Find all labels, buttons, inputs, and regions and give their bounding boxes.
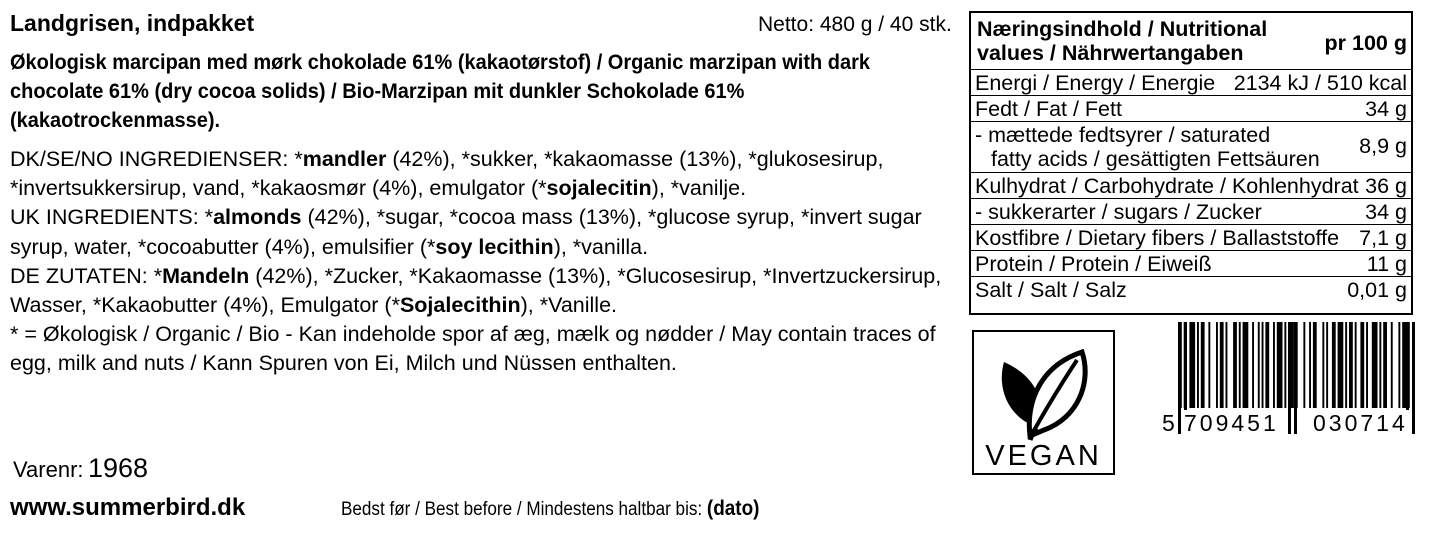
nutrition-header: Næringsindhold / Nutritional values / Nährwertangaben	[977, 17, 1268, 65]
nutrient-value: 36 g	[1365, 174, 1407, 198]
nutrition-row	[971, 276, 1411, 302]
barcode-bar	[1273, 322, 1275, 408]
nutrient-value: 34 g	[1365, 200, 1407, 224]
nutrient-value: 8,9 g	[1359, 134, 1407, 158]
nutrition-row	[971, 69, 1411, 95]
barcode-bar	[1313, 322, 1317, 408]
nutrition-row	[971, 121, 1411, 172]
barcode-bar	[1355, 322, 1357, 408]
product-description: Økologisk marcipan med mørk chokolade 61% (kakaotørstof) / Organic marzipan with dark chocolate 61% (dry cocoa solids) / Bio-Marzipan mit dunkler Schokolade 61% (kakaotrockenmasse).	[10, 50, 871, 132]
ingredients-text: DK/SE/NO INGREDIENSER: *	[10, 147, 303, 171]
barcode-bar	[1216, 322, 1218, 408]
barcode-bar	[1379, 322, 1381, 408]
ingredients-de	[10, 262, 965, 320]
nutrient-name: Kostfibre / Dietary fibers / Ballaststoffe	[975, 226, 1340, 250]
barcode-bar	[1349, 322, 1353, 408]
barcode-bar	[1262, 322, 1264, 408]
nutrient-name: Protein / Protein / Eiweiß	[975, 252, 1212, 276]
leaf-icon	[974, 332, 1113, 442]
product-name: Landgrisen, indpakket	[10, 10, 255, 36]
nutrition-per-unit: pr 100 g	[1324, 31, 1407, 55]
barcode-guard-bar	[1294, 322, 1297, 434]
nutrition-row	[971, 95, 1411, 121]
allergen: Mandeln	[162, 263, 250, 288]
nutrient-value: 0,01 g	[1347, 278, 1407, 302]
nutrient-name: Salt / Salt / Salz	[975, 278, 1127, 302]
allergen: mandler	[302, 147, 387, 171]
nutrition-row	[971, 250, 1411, 276]
best-before-value: (dato)	[706, 497, 760, 520]
barcode-bar	[1226, 322, 1228, 408]
best-before-label: Bedst før / Best before / Mindestens haltbar bis:	[341, 499, 703, 520]
barcode-bar	[1252, 322, 1254, 408]
barcode-bar	[1326, 322, 1328, 408]
barcode-bar	[1309, 322, 1311, 408]
barcode	[1160, 318, 1418, 443]
ingredients-text: (42%), *Zucker, *Kakaomasse (13%), *Glucosesirup, *Invertzuckersirup, Wasser, *Kakaobutter (4%), Emulgator (*	[10, 263, 942, 318]
nutrient-name: - sukkerarter / sugars / Zucker	[975, 200, 1262, 224]
barcode-bar	[1332, 322, 1336, 408]
barcode-bar	[1391, 322, 1393, 408]
item-number-label: Varenr:	[13, 457, 84, 482]
nutrition-row	[971, 198, 1411, 224]
nutrient-name: Kulhydrat / Carbohydrate / Kohlenhydrat	[975, 174, 1359, 198]
barcode-digit-first: 5	[1162, 410, 1175, 436]
barcode-bar	[1284, 322, 1286, 408]
ingredients-dk	[10, 145, 965, 203]
nutrient-value: 2134 kJ / 510 kcal	[1233, 71, 1407, 95]
nutrient-name-cont: fatty acids / gesättigten Fettsäuren	[991, 147, 1320, 171]
barcode-bar	[1208, 322, 1210, 408]
item-number	[13, 453, 148, 484]
nutrient-value: 34 g	[1365, 97, 1407, 121]
barcode-bar	[1322, 322, 1324, 408]
website-link[interactable]: www.summerbird.dk	[10, 494, 246, 521]
barcode-guard-bar	[1288, 322, 1291, 434]
barcode-bar	[1383, 322, 1387, 408]
barcode-guard-bar	[1412, 322, 1415, 434]
barcode-bar	[1233, 322, 1237, 408]
ingredients-text: (42%), *sukker, *kakaomasse (13%), *glukosesirup, *invertsukkersirup, vand, *kakaosmør (4%), emulgator (*	[10, 147, 884, 201]
best-before	[341, 497, 759, 521]
nutrient-name: - mættede fedtsyrer / saturated	[975, 123, 1271, 147]
barcode-bar	[1402, 322, 1406, 408]
barcode-bar	[1366, 322, 1368, 408]
allergy-note: * = Økologisk / Organic / Bio - Kan indeholde spor af æg, mælk og nødder / May contain traces of egg, milk and nuts / Kann Spuren von Ei, Milch und Nüssen enthalten.	[10, 322, 936, 376]
barcode-bar	[1345, 322, 1347, 408]
ingredients-uk	[10, 203, 965, 261]
barcode-bar	[1277, 322, 1283, 408]
barcode-digits-right: 030714	[1313, 410, 1408, 436]
nutrition-row	[971, 172, 1411, 198]
nutrient-value: 11 g	[1366, 252, 1407, 276]
ingredients-text: ), *vanilla.	[553, 234, 649, 259]
barcode-bar	[1201, 322, 1205, 408]
barcode-digits-left: 709451	[1184, 410, 1279, 436]
barcode-bar	[1220, 322, 1224, 408]
ingredients-text: (42%), *sugar, *cocoa mass (13%), *glucose syrup, *invert sugar syrup, water, *cocoabutter (4%), emulsifier (*	[10, 205, 922, 259]
nutrition-row	[971, 224, 1411, 250]
allergen: almonds	[213, 205, 302, 230]
barcode-guard-bar	[1178, 322, 1181, 434]
barcode-bar	[1338, 322, 1344, 408]
nutrient-name: Fedt / Fat / Fett	[975, 97, 1122, 121]
nutrient-name: Energi / Energy / Energie	[975, 71, 1216, 95]
barcode-bar	[1372, 322, 1378, 408]
ingredients-text: UK INGREDIENTS: *	[10, 205, 214, 230]
ingredients-text: DE ZUTATEN: *	[10, 263, 163, 288]
barcode-bar	[1360, 322, 1364, 408]
vegan-badge	[972, 330, 1115, 475]
barcode-bar	[1239, 322, 1241, 408]
barcode-bar	[1197, 322, 1199, 408]
ingredients-block	[10, 145, 965, 379]
barcode-bar	[1258, 322, 1260, 408]
allergen: soy lecithin	[435, 234, 554, 259]
net-weight: Netto: 480 g / 40 stk.	[758, 13, 952, 36]
nutrient-value: 7,1 g	[1359, 226, 1407, 250]
barcode-bar	[1189, 322, 1195, 408]
vegan-label: VEGAN	[985, 440, 1102, 472]
ingredients-text: ), *Vanille.	[520, 293, 618, 318]
barcode-bar	[1398, 322, 1400, 408]
barcode-bar	[1243, 322, 1249, 408]
nutrition-table	[969, 11, 1413, 315]
allergen: Sojalecithin	[399, 293, 521, 318]
barcode-bar	[1265, 322, 1269, 408]
ingredients-text: ), *vanilje.	[651, 176, 747, 201]
item-number-value: 1968	[87, 453, 149, 483]
allergen: sojalecitin	[546, 176, 652, 201]
barcode-bar	[1303, 322, 1305, 408]
